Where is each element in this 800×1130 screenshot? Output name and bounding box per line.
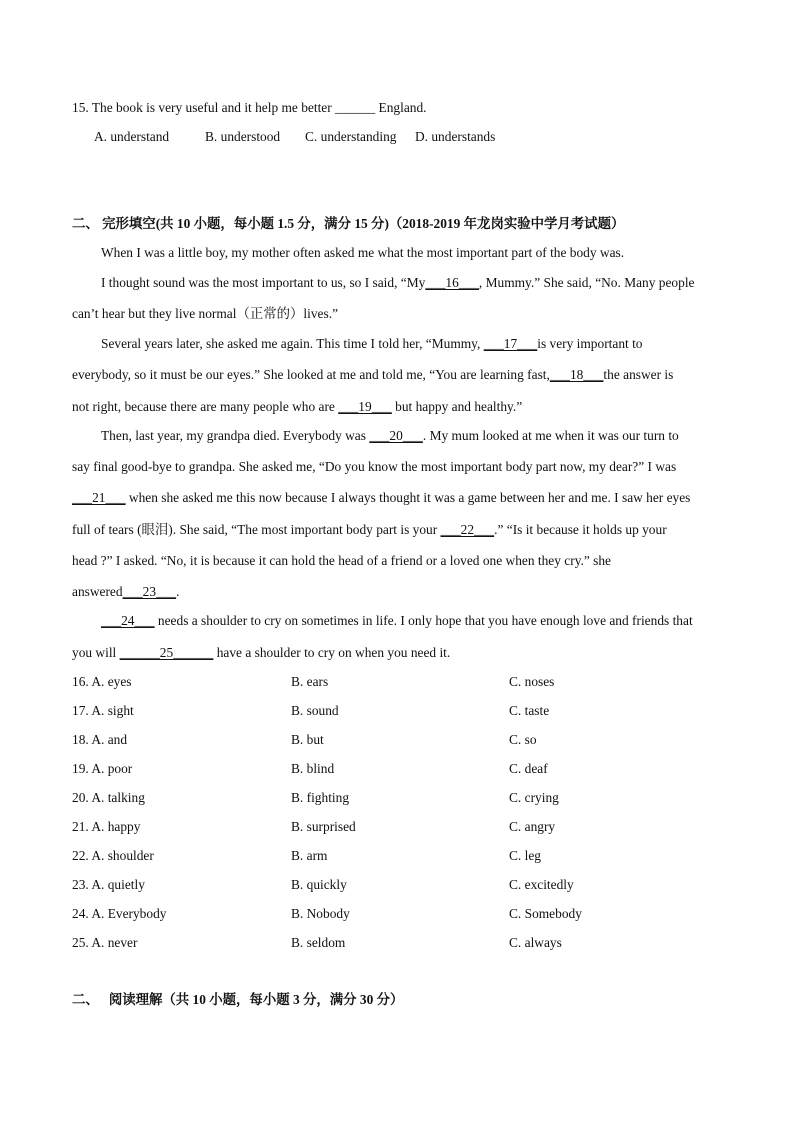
option-25-a: 25. A. never [72, 935, 138, 950]
passage-line-3: can’t hear but they live normal（正常的）lives.” [72, 306, 339, 321]
question-15-option-b: B. understood [205, 129, 281, 144]
passage-text: is very important to [537, 336, 643, 351]
passage-text: . My mum looked at me when it was our turn to [422, 428, 679, 443]
passage-line-10 [72, 521, 667, 539]
option-23-a: 23. A. quietly [72, 877, 145, 892]
option-21-c: C. angry [509, 819, 556, 834]
blank-23: ___23___ [122, 584, 177, 599]
passage-text: full of tears (眼泪). She said, “The most important body part is your [72, 522, 441, 537]
blank-20: ___20___ [369, 428, 423, 443]
passage-text: you will [72, 645, 120, 660]
passage-line-13 [101, 612, 693, 630]
passage-text: .” “Is it because it holds up your [494, 522, 667, 537]
blank-22: ___22___ [440, 522, 495, 537]
passage-text: answered [72, 584, 123, 599]
passage-line-4 [101, 335, 643, 353]
blank-16: ___16___ [425, 275, 479, 290]
passage-line-5 [72, 366, 673, 384]
blank-19: ___19___ [338, 399, 392, 414]
passage-text: needs a shoulder to cry on sometimes in life. I only hope that you have enough love and friends that [154, 613, 693, 628]
option-16-c: C. noses [509, 674, 555, 689]
passage-line-2 [101, 274, 694, 292]
passage-line-9 [72, 489, 690, 507]
passage-line-14 [72, 644, 450, 662]
option-22-c: C. leg [509, 848, 541, 863]
passage-text: . [176, 584, 180, 599]
passage-text: I thought sound was the most important to us, so I said, “My [101, 275, 426, 290]
passage-text: Then, last year, my grandpa died. Everybody was [101, 428, 370, 443]
option-18-a: 18. A. and [72, 732, 128, 747]
option-22-a: 22. A. shoulder [72, 848, 154, 863]
option-16-a: 16. A. eyes [72, 674, 132, 689]
passage-line-6 [72, 398, 522, 416]
question-15-stem: 15. The book is very useful and it help me better ______ England. [72, 100, 427, 115]
passage-text: the answer is [603, 367, 674, 382]
passage-text: have a shoulder to cry on when you need it. [213, 645, 451, 660]
option-17-c: C. taste [509, 703, 550, 718]
option-19-b: B. blind [291, 761, 335, 776]
section-cloze-heading: 二、 完形填空(共 10 小题，每小题 1.5 分，满分 15 分)（2018-2019 年龙岗实验中学月考试题） [72, 216, 625, 231]
option-21-b: B. surprised [291, 819, 356, 834]
question-15-option-a: A. understand [94, 129, 170, 144]
option-20-a: 20. A. talking [72, 790, 145, 805]
option-19-a: 19. A. poor [72, 761, 133, 776]
question-15-option-d: D. understands [415, 129, 496, 144]
blank-21: ___21___ [72, 490, 126, 505]
passage-text: when she asked me this now because I always thought it was a game between her and me. I saw her eyes [125, 490, 691, 505]
blank-24: ___24___ [101, 613, 155, 628]
option-25-b: B. seldom [291, 935, 346, 950]
option-23-b: B. quickly [291, 877, 347, 892]
passage-line-11: head ?” I asked. “No, it is because it can hold the head of a friend or a loved one when they cry.” she [72, 553, 612, 568]
option-23-c: C. excitedly [509, 877, 574, 892]
option-19-c: C. deaf [509, 761, 548, 776]
option-18-c: C. so [509, 732, 537, 747]
passage-line-1: When I was a little boy, my mother often asked me what the most important part of the body was. [101, 245, 625, 260]
option-18-b: B. but [291, 732, 324, 747]
blank-18: ___18___ [549, 367, 604, 382]
option-24-a: 24. A. Everybody [72, 906, 167, 921]
passage-text: but happy and healthy.” [391, 399, 523, 414]
option-22-b: B. arm [291, 848, 328, 863]
option-20-c: C. crying [509, 790, 559, 805]
question-15-option-c: C. understanding [305, 129, 397, 144]
passage-line-7 [101, 427, 679, 445]
option-16-b: B. ears [291, 674, 329, 689]
passage-line-8: say final good-bye to grandpa. She asked me, “Do you know the most important body part now, my dear?” I was [72, 459, 677, 474]
passage-text: everybody, so it must be our eyes.” She looked at me and told me, “You are learning fast, [72, 367, 550, 382]
option-21-a: 21. A. happy [72, 819, 141, 834]
option-25-c: C. always [509, 935, 562, 950]
passage-text: , Mummy.” She said, “No. Many people [478, 275, 695, 290]
option-24-c: C. Somebody [509, 906, 582, 921]
section-reading-heading: 二、 阅读理解（共 10 小题，每小题 3 分，满分 30 分） [72, 992, 404, 1007]
passage-line-12 [72, 583, 179, 601]
blank-25: ______25______ [119, 645, 214, 660]
passage-text: Several years later, she asked me again. This time I told her, “Mummy, [101, 336, 484, 351]
passage-text: not right, because there are many people who are [72, 399, 339, 414]
option-17-a: 17. A. sight [72, 703, 134, 718]
option-17-b: B. sound [291, 703, 339, 718]
option-20-b: B. fighting [291, 790, 350, 805]
blank-17: ___17___ [483, 336, 538, 351]
option-24-b: B. Nobody [291, 906, 350, 921]
